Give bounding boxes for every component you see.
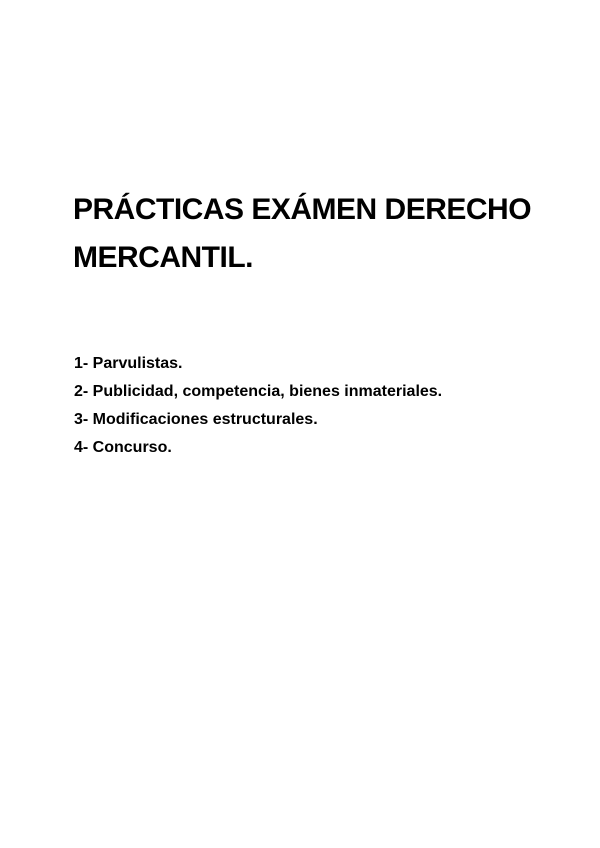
list-item: 1- Parvulistas. — [74, 355, 183, 372]
practice-list — [74, 350, 442, 462]
title-line-2: MERCANTIL. — [73, 241, 253, 274]
document-title — [73, 186, 553, 282]
title-line-1: PRÁCTICAS EXÁMEN DERECHO — [73, 193, 532, 226]
list-item: 2- Publicidad, competencia, bienes inmateriales. — [74, 383, 443, 400]
list-item: 4- Concurso. — [74, 439, 172, 456]
list-item: 3- Modificaciones estructurales. — [74, 411, 318, 428]
